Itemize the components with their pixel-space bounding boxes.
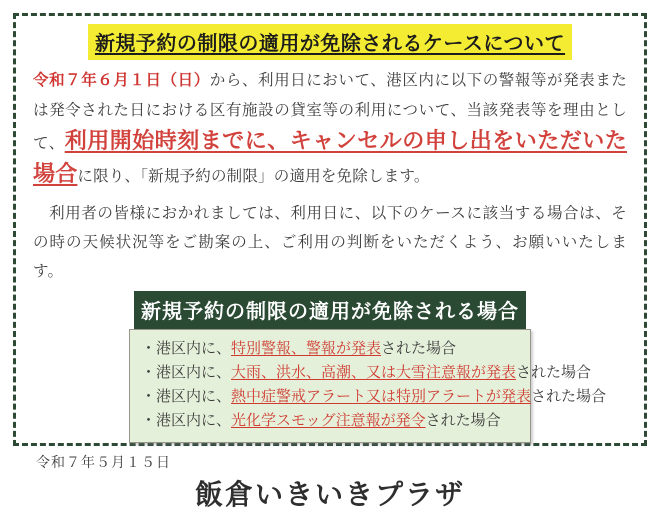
intro-paragraph (33, 66, 627, 192)
exemption-box-header: 新規予約の制限の適用が免除される場合 (134, 291, 526, 329)
exemption-box-body (129, 329, 607, 443)
item-suffix: された場合 (531, 388, 607, 405)
intro-text-b: に限り、「新規予約の制限」の適用を免除します。 (77, 168, 430, 185)
exemption-item (141, 409, 522, 433)
item-warning-emphasis: 熱中症警戒アラート又は特別アラートが発表 (231, 388, 532, 405)
cancel-deadline-emphasis: 利用開始時刻までに、キャンセルの申し出をいただいた場合 (33, 128, 627, 186)
item-warning-emphasis: 光化学スモッグ注意報が発令 (231, 412, 426, 429)
item-prefix: ・港区内に、 (141, 388, 232, 405)
start-date-emphasis: 令和７年６月１日（日） (33, 72, 210, 89)
item-suffix: された場合 (425, 412, 501, 429)
exemption-box (129, 291, 607, 443)
notice-title: 新規予約の制限の適用が免除されるケースについて (88, 24, 572, 60)
facility-name: 飯倉いきいきプラザ (194, 479, 465, 510)
issue-date: 令和７年５月１５日 (36, 454, 171, 470)
notice-sheet (13, 13, 647, 510)
item-warning-emphasis: 特別警報、警報が発表 (231, 340, 382, 357)
item-suffix: された場合 (516, 364, 592, 381)
item-suffix: された場合 (381, 340, 457, 357)
item-prefix: ・港区内に、 (141, 412, 232, 429)
guidance-paragraph: 利用者の皆様におかれましては、利用日に、以下のケースに該当する場合は、その時の天候状況等をご勘案の上、ご利用の判断をいただくよう、お願いいたします。 (33, 205, 627, 280)
item-warning-emphasis: 大雨、洪水、高潮、又は大雪注意報が発表 (231, 364, 517, 381)
title-row (16, 24, 644, 60)
exemption-item (141, 337, 522, 361)
intro-text-a: から、利用日において、港区内に以下の警報等が発表または発令された日における区有施設の貸室等の利用について、当該発表等を理由として、 (33, 72, 627, 152)
item-prefix: ・港区内に、 (141, 364, 232, 381)
exemption-item (141, 385, 607, 409)
exemption-item (141, 361, 592, 385)
item-prefix: ・港区内に、 (141, 340, 232, 357)
